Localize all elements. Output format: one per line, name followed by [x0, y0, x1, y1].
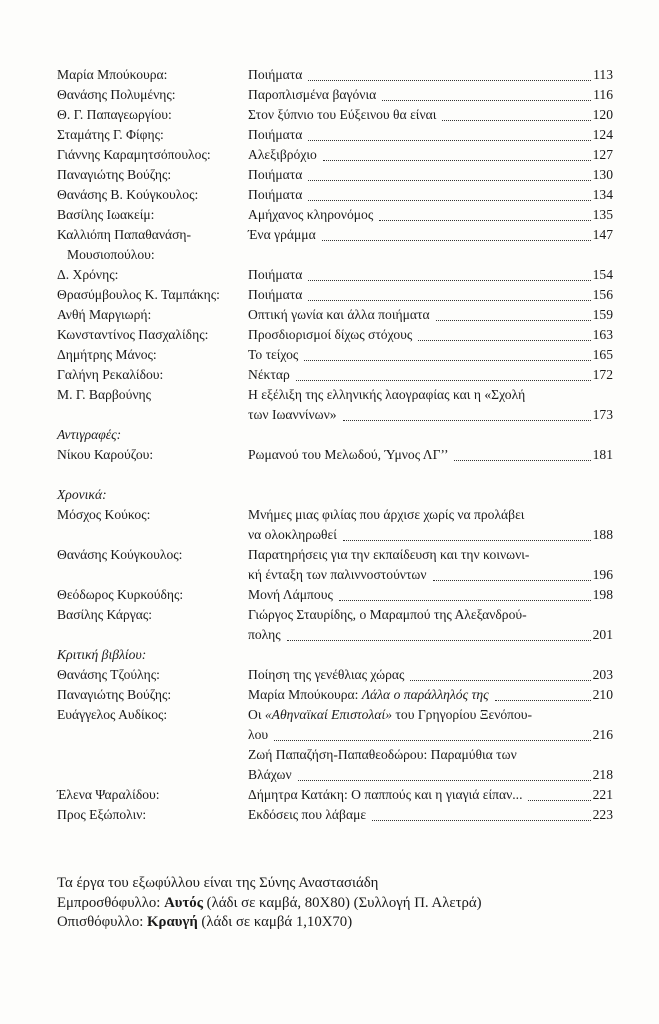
entry-title-text	[248, 205, 373, 225]
dot-leader	[339, 596, 591, 601]
entry-author: Βασίλης Ιωακείμ:	[57, 207, 155, 222]
back-cover-title: Κραυγή	[147, 914, 198, 930]
toc-entry	[57, 265, 613, 285]
title-segment: Ποιήματα	[248, 67, 303, 82]
toc-row	[57, 225, 613, 245]
title-segment: Στον ξύπνιο του Εύξεινου θα είναι	[248, 107, 437, 122]
dot-leader	[454, 456, 590, 461]
title-segment: Εκδόσεις που λάβαμε	[248, 807, 367, 822]
entry-title	[248, 765, 613, 785]
dot-leader	[382, 96, 591, 101]
toc-entry	[57, 705, 613, 745]
entry-title-text	[248, 605, 527, 625]
entry-title	[248, 105, 613, 125]
entry-title-text	[248, 585, 333, 605]
dot-leader	[436, 316, 591, 321]
entry-title	[248, 365, 613, 385]
entry-title	[248, 585, 613, 605]
entry-title-text	[248, 145, 317, 165]
dot-leader	[410, 676, 590, 681]
toc-row	[57, 525, 613, 545]
entry-title	[248, 205, 613, 225]
page-number: 156	[592, 287, 613, 302]
page-number: 216	[592, 727, 613, 742]
entry-author	[57, 525, 248, 545]
entry-author	[57, 765, 248, 785]
entry-title	[248, 525, 613, 545]
entry-title	[248, 505, 613, 525]
toc-row	[57, 125, 613, 145]
toc-entry	[57, 225, 613, 265]
title-segment: Προσδιορισμοί δίχως στόχους	[248, 327, 413, 342]
entry-title	[248, 185, 613, 205]
entry-title-text	[248, 285, 302, 305]
entry-author: Θρασύμβουλος Κ. Ταμπάκης:	[57, 287, 220, 302]
page-number: 181	[592, 447, 613, 462]
page-number: 154	[592, 267, 613, 282]
entry-author: Μουσιοπούλου:	[67, 247, 155, 262]
dot-leader	[343, 416, 591, 421]
page-number: 116	[593, 87, 613, 102]
entry-title	[248, 725, 613, 745]
title-segment: Ποιήματα	[248, 187, 303, 202]
toc-entry	[57, 785, 613, 805]
entry-title	[248, 665, 613, 685]
toc-entry	[57, 205, 613, 225]
page-number: 196	[592, 567, 613, 582]
toc-entry	[57, 85, 613, 105]
dot-leader	[528, 796, 590, 801]
table-of-contents	[57, 65, 613, 825]
toc-entry	[57, 105, 613, 125]
page-number: 135	[592, 207, 613, 222]
title-segment: Παροπλισμένα βαγόνια	[248, 87, 377, 102]
entry-title	[248, 125, 613, 145]
entry-author: Ευάγγελος Αυδίκος:	[57, 707, 168, 722]
entry-title-text	[248, 805, 366, 825]
cover-credits	[57, 874, 482, 933]
page-number: 198	[592, 587, 613, 602]
dot-leader	[418, 336, 590, 341]
page-number: 172	[592, 367, 613, 382]
page-number: 165	[592, 347, 613, 362]
entry-author: Ανθή Μαργιωρή:	[57, 307, 152, 322]
title-segment: Μνήμες μιας φιλίας που άρχισε χωρίς να προλάβει	[248, 507, 525, 522]
toc-entry	[57, 445, 613, 465]
entry-title-text	[248, 265, 302, 285]
entry-title	[248, 685, 613, 705]
back-cover-line	[57, 913, 482, 933]
toc-entry	[57, 665, 613, 685]
entry-title	[248, 805, 613, 825]
entry-title-text	[248, 525, 337, 545]
cover-artist-line: Τα έργα του εξωφύλλου είναι της Σύνης Αναστασιάδη	[57, 875, 379, 891]
toc-row	[57, 285, 613, 305]
toc-row	[57, 725, 613, 745]
entry-title-text	[248, 565, 427, 585]
title-segment: Ποιήματα	[248, 167, 303, 182]
toc-entry	[57, 165, 613, 185]
title-segment: Ποιήματα	[248, 267, 303, 282]
entry-author: Θανάσης Τζούλης:	[57, 667, 160, 682]
entry-author: Θεόδωρος Κυρκούδης:	[57, 587, 184, 602]
toc-row	[57, 65, 613, 85]
title-segment: Αμήχανος κληρονόμος	[248, 207, 374, 222]
dot-leader	[442, 116, 590, 121]
entry-author: Νίκου Καρούζου:	[57, 447, 154, 462]
entry-title-text	[248, 65, 302, 85]
section-spacer	[57, 465, 613, 485]
entry-title	[248, 445, 613, 465]
entry-title	[248, 285, 613, 305]
entry-title	[248, 605, 613, 625]
toc-row	[57, 305, 613, 325]
toc-row	[57, 665, 613, 685]
entry-author: Μόσχος Κούκος:	[57, 507, 151, 522]
title-segment: Ποιήματα	[248, 127, 303, 142]
toc-entry	[57, 345, 613, 365]
entry-title	[248, 405, 613, 425]
entry-title	[248, 225, 613, 245]
toc-row	[57, 505, 613, 525]
toc-row	[57, 105, 613, 125]
entry-title-text	[248, 305, 430, 325]
entry-title	[248, 265, 613, 285]
entry-author	[57, 745, 248, 765]
dot-leader	[296, 376, 591, 381]
dot-leader	[323, 156, 591, 161]
title-segment: Η εξέλιξη της ελληνικής λαογραφίας και η «Σχολή	[248, 387, 526, 402]
entry-title	[248, 625, 613, 645]
entry-author	[57, 405, 248, 425]
toc-row	[57, 765, 613, 785]
toc-entry	[57, 605, 613, 645]
entry-author: Θανάσης Πολυμένης:	[57, 87, 176, 102]
entry-author: Έλενα Ψαραλίδου:	[57, 787, 160, 802]
entry-title	[248, 385, 613, 405]
title-segment: πολης	[248, 627, 281, 642]
entry-title	[248, 305, 613, 325]
page-number: 203	[592, 667, 613, 682]
entry-title	[248, 85, 613, 105]
title-segment: Λάλα ο παράλληλός της	[361, 687, 489, 702]
title-segment: Ρωμανού του Μελωδού, Ύμνος ΛΓ’’	[248, 447, 449, 462]
toc-entry	[57, 305, 613, 325]
entry-title-text	[248, 345, 298, 365]
toc-entry	[57, 385, 613, 425]
title-segment: λου	[248, 727, 269, 742]
title-segment: του Γρηγορίου Ξενόπου-	[392, 707, 533, 722]
dot-leader	[274, 736, 590, 741]
entry-title-text	[248, 545, 529, 565]
title-segment: Ποίηση της γενέθλιας χώρας	[248, 667, 405, 682]
toc-entry	[57, 685, 613, 705]
dot-leader	[322, 236, 591, 241]
toc-row	[57, 805, 613, 825]
entry-title-text	[248, 685, 489, 705]
toc-row	[57, 565, 613, 585]
page-number: 221	[592, 787, 613, 802]
dot-leader	[304, 356, 590, 361]
entry-title	[248, 785, 613, 805]
back-cover-label: Οπισθόφυλλο:	[57, 914, 148, 930]
dot-leader	[433, 576, 591, 581]
dot-leader	[372, 816, 591, 821]
entry-title	[248, 165, 613, 185]
entry-author: Δ. Χρόνης:	[57, 267, 119, 282]
entry-title-text	[248, 745, 517, 765]
section-heading: Κριτική βιβλίου:	[57, 647, 147, 662]
page-number: 120	[592, 107, 613, 122]
title-segment: Παρατηρήσεις για την εκπαίδευση και την κοινωνι-	[248, 547, 530, 562]
toc-entry	[57, 185, 613, 205]
entry-author: Γιάννης Καραμητσόπουλος:	[57, 147, 211, 162]
entry-title	[248, 565, 613, 585]
entry-author: Θ. Γ. Παπαγεωργίου:	[57, 107, 172, 122]
entry-title-text	[248, 105, 436, 125]
entry-title	[248, 145, 613, 165]
entry-author	[57, 725, 248, 745]
entry-author: Παναγιώτης Βούζης:	[57, 687, 172, 702]
entry-title-text	[248, 445, 448, 465]
entry-title-text	[248, 405, 337, 425]
toc-row	[57, 245, 613, 265]
toc-row	[57, 265, 613, 285]
entry-author: Καλλιόπη Παπαθανάση-	[57, 227, 192, 242]
dot-leader	[308, 136, 590, 141]
toc-row	[57, 445, 613, 465]
page-number: 218	[592, 767, 613, 782]
toc-entry	[57, 65, 613, 85]
page-number: 188	[592, 527, 613, 542]
entry-author: Γαλήνη Ρεκαλίδου:	[57, 367, 164, 382]
entry-title-text	[248, 765, 292, 785]
toc-entry	[57, 585, 613, 605]
entry-author: Δημήτρης Μάνος:	[57, 347, 157, 362]
toc-row	[57, 685, 613, 705]
toc-row	[57, 545, 613, 565]
toc-row	[57, 345, 613, 365]
dot-leader	[287, 636, 591, 641]
toc-row	[57, 365, 613, 385]
toc-row	[57, 745, 613, 765]
toc-entry	[57, 805, 613, 825]
dot-leader	[343, 536, 591, 541]
title-segment: Το τείχος	[248, 347, 299, 362]
toc-row	[57, 325, 613, 345]
dot-leader	[308, 76, 591, 81]
page-number: 210	[592, 687, 613, 702]
title-segment: κή ένταξη των παλιννοστούντων	[248, 567, 427, 582]
entry-title-text	[248, 225, 316, 245]
title-segment: Ζωή Παπαζήση-Παπαθεοδώρου: Παραμύθια των	[248, 747, 517, 762]
entry-title-text	[248, 725, 268, 745]
entry-title-text	[248, 125, 302, 145]
dot-leader	[298, 776, 591, 781]
entry-title	[248, 245, 613, 265]
front-cover-line	[57, 894, 482, 914]
toc-row	[57, 625, 613, 645]
title-segment: Οι	[248, 707, 265, 722]
entry-author: Βασίλης Κάργας:	[57, 607, 153, 622]
toc-row	[57, 145, 613, 165]
dot-leader	[495, 696, 591, 701]
entry-title-text	[248, 665, 404, 685]
page-number: 173	[592, 407, 613, 422]
page-number: 134	[592, 187, 613, 202]
entry-author: Μ. Γ. Βαρβούνης	[57, 387, 151, 402]
page-number: 130	[592, 167, 613, 182]
entry-title-text	[248, 505, 524, 525]
back-cover-details: (λάδι σε καμβά 1,10Χ70)	[197, 914, 353, 930]
title-segment: Αλεξιβρόχιο	[248, 147, 317, 162]
entry-title-text	[248, 325, 412, 345]
title-segment: «Αθηναϊκαί Επιστολαί»	[264, 707, 393, 722]
entry-author: Προς Εξώπολιν:	[57, 807, 147, 822]
page-number: 124	[592, 127, 613, 142]
title-segment: Γιώργος Σταυρίδης, ο Μαραμπού της Αλεξανδρού-	[248, 607, 527, 622]
entry-title-text	[248, 365, 290, 385]
title-segment: Νέκταρ	[248, 367, 290, 382]
toc-entry	[57, 125, 613, 145]
title-segment: Μονή Λάμπους	[248, 587, 333, 602]
toc-entry	[57, 745, 613, 785]
toc-entry	[57, 545, 613, 585]
entry-title-text	[248, 385, 525, 405]
entry-author	[57, 565, 248, 585]
dot-leader	[308, 296, 590, 301]
toc-entry	[57, 285, 613, 305]
entry-author: Μαρία Μπούκουρα:	[57, 67, 168, 82]
entry-title	[248, 745, 613, 765]
title-segment: Βλάχων	[248, 767, 292, 782]
toc-row	[57, 385, 613, 405]
entry-author: Κωνσταντίνος Πασχαλίδης:	[57, 327, 209, 342]
entry-author: Παναγιώτης Βούζης:	[57, 167, 172, 182]
page-number: 147	[592, 227, 613, 242]
entry-author	[57, 625, 248, 645]
entry-title	[248, 545, 613, 565]
title-segment: Μαρία Μπούκουρα:	[248, 687, 362, 702]
section-heading: Αντιγραφές:	[57, 427, 122, 442]
toc-entry	[57, 365, 613, 385]
title-segment: Δήμητρα Κατάκη: Ο παππούς και η γιαγιά είπαν...	[248, 787, 523, 802]
title-segment: Οπτική γωνία και άλλα ποιήματα	[248, 307, 430, 322]
entry-title	[248, 325, 613, 345]
page-number: 113	[593, 67, 613, 82]
entry-title-text	[248, 165, 302, 185]
entry-author: Θανάσης Β. Κούγκουλος:	[57, 187, 199, 202]
toc-row	[57, 205, 613, 225]
page-number: 223	[592, 807, 613, 822]
entry-author: Σταμάτης Γ. Φίφης:	[57, 127, 164, 142]
front-cover-label: Εμπροσθόφυλλο:	[57, 894, 165, 911]
dot-leader	[379, 216, 590, 221]
toc-row	[57, 165, 613, 185]
entry-title	[248, 705, 613, 725]
toc-row	[57, 605, 613, 625]
title-segment: Ένα γράμμα	[248, 227, 316, 242]
toc-row	[57, 85, 613, 105]
entry-author: Θανάσης Κούγκουλος:	[57, 547, 183, 562]
entry-title-text	[248, 185, 302, 205]
front-cover-title: Αυτός	[164, 894, 203, 911]
page-number: 127	[592, 147, 613, 162]
toc-entry	[57, 145, 613, 165]
toc-row	[57, 405, 613, 425]
front-cover-details: (λάδι σε καμβά, 80Χ80) (Συλλογή Π. Αλετρά)	[202, 894, 482, 911]
dot-leader	[308, 196, 590, 201]
title-segment: των Ιωαννίνων»	[248, 407, 337, 422]
toc-row	[57, 185, 613, 205]
entry-title	[248, 65, 613, 85]
page-number: 163	[592, 327, 613, 342]
toc-row	[57, 585, 613, 605]
toc-row	[57, 705, 613, 725]
section-heading: Χρονικά:	[57, 487, 107, 502]
toc-entry	[57, 325, 613, 345]
toc-entry	[57, 505, 613, 545]
entry-title	[248, 345, 613, 365]
entry-title-text	[248, 625, 281, 645]
page-number: 201	[592, 627, 613, 642]
toc-row	[57, 785, 613, 805]
dot-leader	[308, 176, 590, 181]
title-segment: να ολοκληρωθεί	[248, 527, 337, 542]
entry-title-text	[248, 705, 532, 725]
title-segment: Ποιήματα	[248, 287, 303, 302]
entry-title-text	[248, 785, 522, 805]
page-number: 159	[592, 307, 613, 322]
entry-title-text	[248, 85, 376, 105]
dot-leader	[308, 276, 590, 281]
